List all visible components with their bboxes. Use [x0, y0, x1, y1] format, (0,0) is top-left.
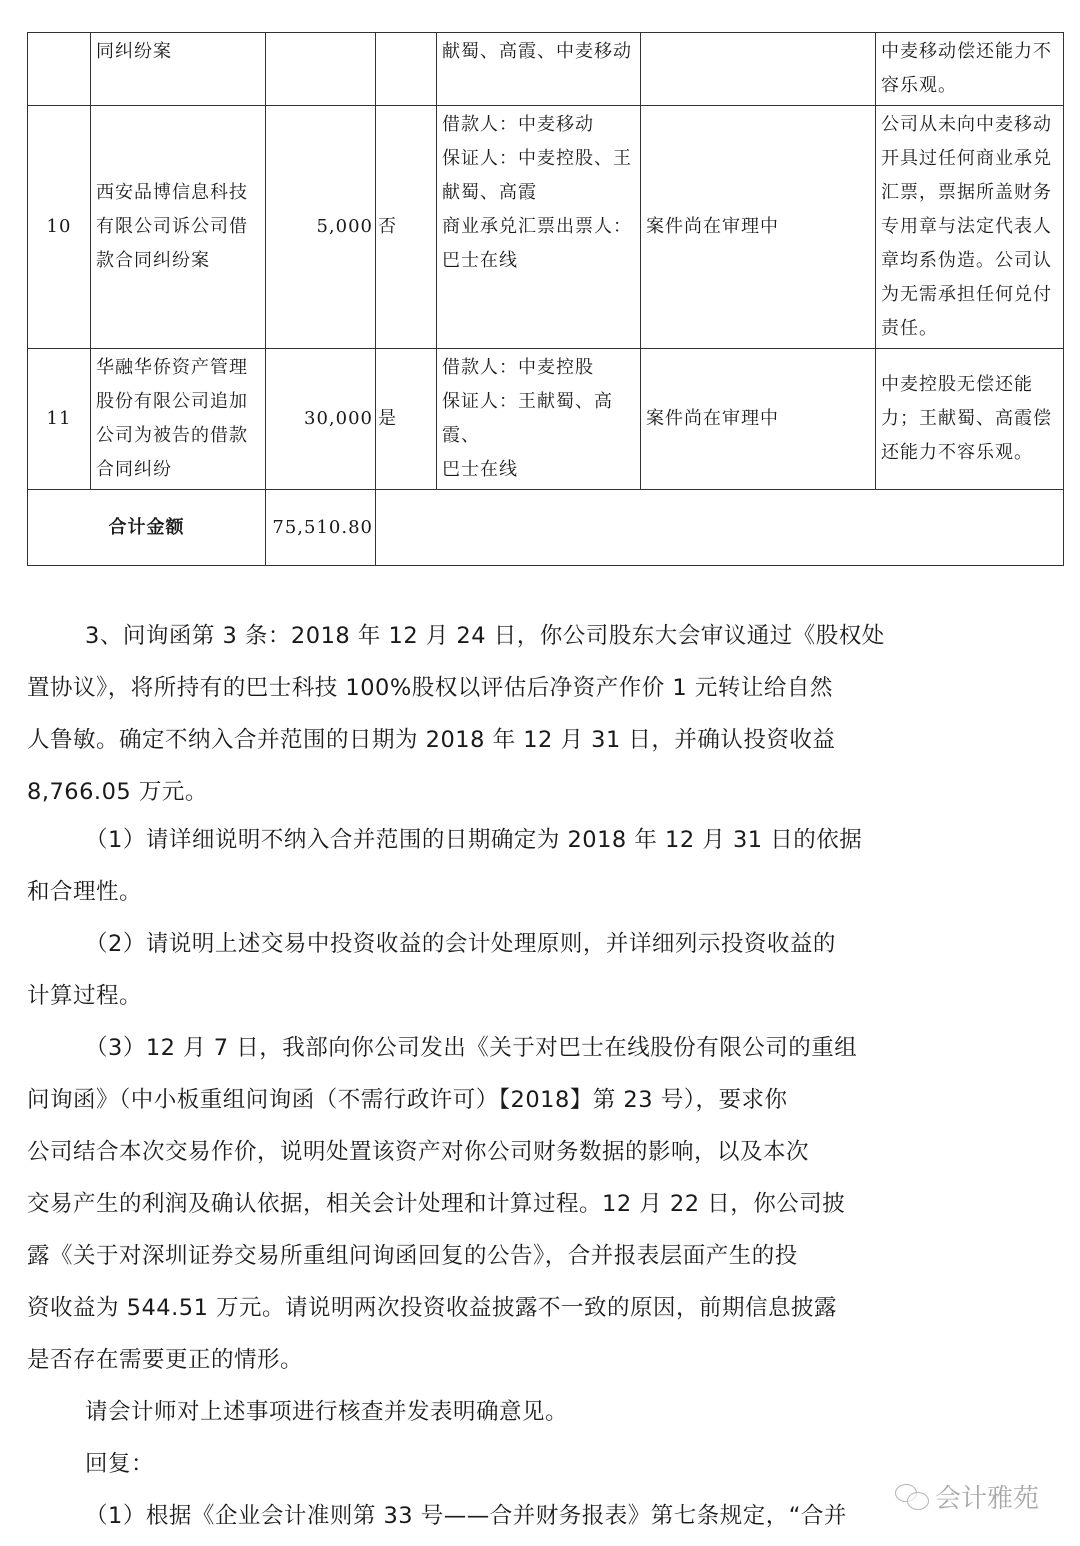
case-amount	[266, 33, 376, 106]
question-3-1: （1）请详细说明不纳入合并范围的日期确定为 2018 年 12 月 31 日的依据 和合理性。	[27, 827, 863, 905]
watermark	[895, 1478, 1039, 1515]
case-number: 10	[28, 106, 91, 349]
watermark-text: 会计雅苑	[935, 1484, 1040, 1514]
case-note: 中麦控股无偿还能 力；王献蜀、高霞偿 还能力不容乐观。	[876, 349, 1064, 490]
case-name: 华融华侨资产管理 股份有限公司追加 公司为被告的借款 合同纠纷	[91, 349, 266, 490]
case-note: 公司从未向中麦移动 开具过任何商业承兑 汇票，票据所盖财务 专用章与法定代表人 章均系伪造。公司认 为无需承担任何兑付 责任。	[876, 106, 1064, 349]
case-note: 中麦移动偿还能力不 容乐观。	[876, 33, 1064, 106]
total-label: 合计金额	[28, 490, 266, 566]
question-3: 3、问询函第 3 条：2018 年 12 月 24 日，你公司股东大会审议通过《股权处 置协议》，将所持有的巴士科技 100%股权以评估后净资产作价 1 元转让给自然 人鲁敏。确定不纳入合并范围的日期为 2018 年 12 月 31 日，并确认投资收益 8,766.05 万元。	[27, 623, 885, 805]
auditor-request: 请会计师对上述事项进行核查并发表明确意见。	[85, 1399, 569, 1425]
litigation-table	[27, 32, 1064, 566]
case-flag: 否	[376, 106, 437, 349]
case-flag	[376, 33, 437, 106]
case-flag: 是	[376, 349, 437, 490]
case-amount: 5,000	[266, 106, 376, 349]
question-3-3: （3）12 月 7 日，我部向你公司发出《关于对巴士在线股份有限公司的重组 问询函》（中小板重组问询函（不需行政许可）【2018】第 23 号），要求你 公司结合本次交易作价，说明处置该资产对你公司财务数据的影响，以及本次 交易产生的利润及确认依据，相关会计处理和计算过程。12 月 22 日，你公司披 露《关于对深圳证券交易所重组问询函回复的公告》，合并报表层面产生的投 资收益为 544.51 万元。请说明两次投资收益披露不一致的原因，前期信息披露 是否存在需要更正的情形。	[27, 1035, 858, 1373]
case-number: 11	[28, 349, 91, 490]
case-name: 西安品博信息科技 有限公司诉公司借 款合同纠纷案	[91, 106, 266, 349]
table-row	[28, 33, 1064, 106]
total-empty	[376, 490, 1064, 566]
reply-item-1: （1）根据《企业会计准则第 33 号——合并财务报表》第七条规定，“合并	[85, 1503, 847, 1529]
case-number	[28, 33, 91, 106]
case-parties: 献蜀、高霞、中麦移动	[437, 33, 641, 106]
total-amount: 75,510.80	[266, 490, 376, 566]
case-parties: 借款人：中麦移动 保证人：中麦控股、王 献蜀、高霞 商业承兑汇票出票人： 巴士在线	[437, 106, 641, 349]
case-name: 同纠纷案	[91, 33, 266, 106]
table-row	[28, 349, 1064, 490]
reply-label: 回复：	[85, 1451, 155, 1477]
question-3-2: （2）请说明上述交易中投资收益的会计处理原则，并详细列示投资收益的 计算过程。	[27, 931, 836, 1009]
case-status: 案件尚在审理中	[641, 106, 876, 349]
case-amount: 30,000	[266, 349, 376, 490]
total-row	[28, 490, 1064, 566]
wechat-icon	[895, 1482, 929, 1512]
case-status	[641, 33, 876, 106]
table-row	[28, 106, 1064, 349]
case-status: 案件尚在审理中	[641, 349, 876, 490]
case-parties: 借款人：中麦控股 保证人：王献蜀、高霞、 巴士在线	[437, 349, 641, 490]
